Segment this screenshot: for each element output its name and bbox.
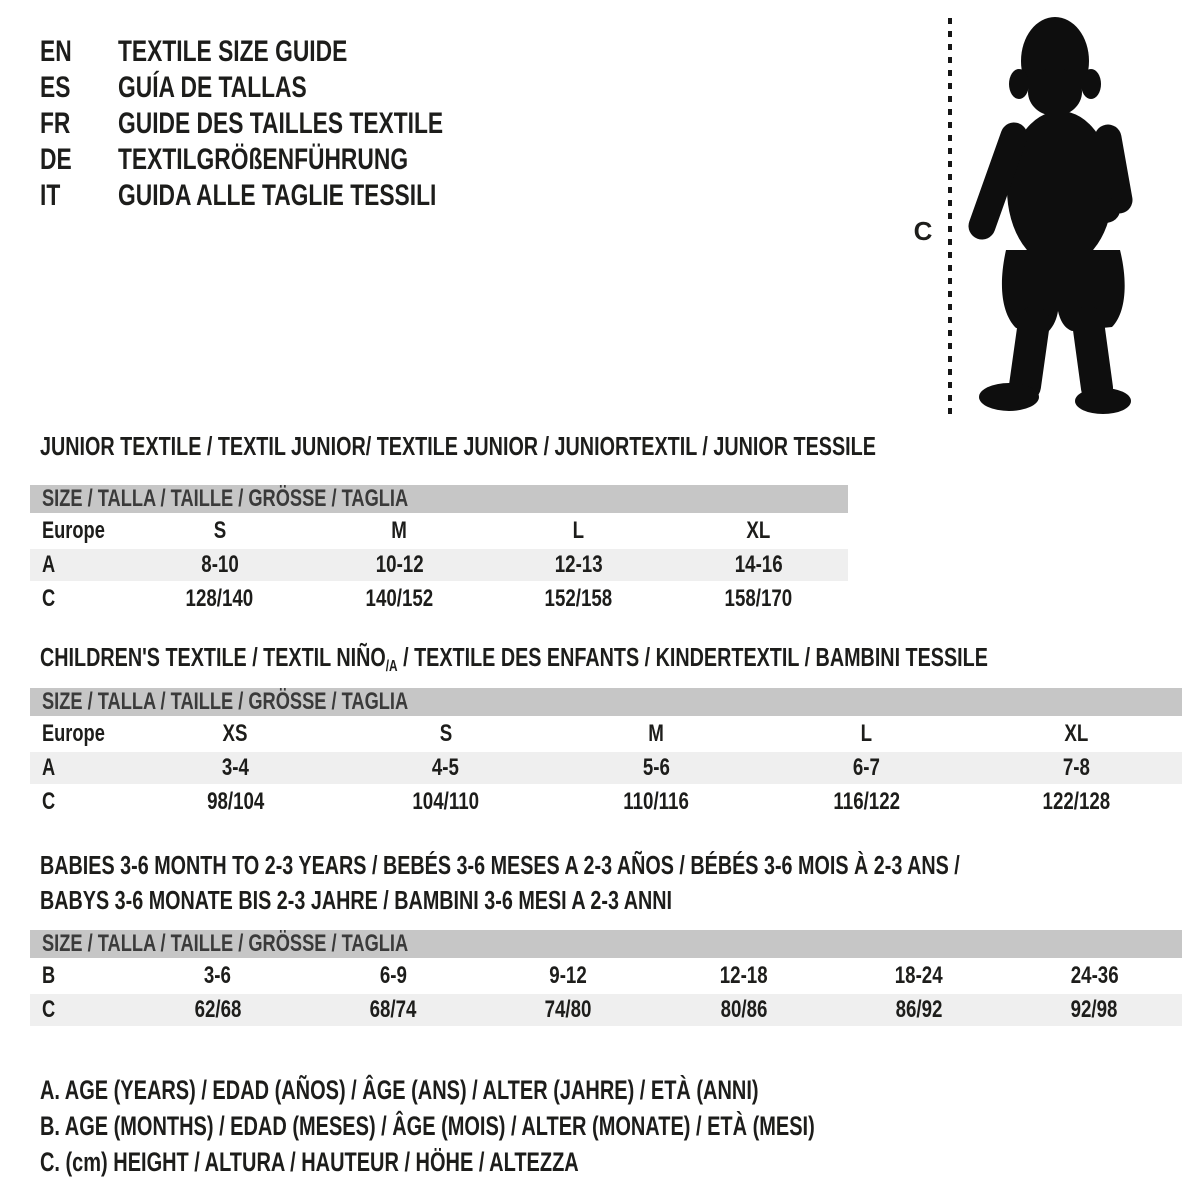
size-cell — [130, 517, 310, 545]
size-cell — [656, 962, 831, 990]
size-cell-text: 3-4 — [221, 754, 249, 781]
size-cell-text: 12-18 — [719, 962, 768, 989]
size-cell — [340, 754, 550, 782]
size-cell-text: 8-10 — [201, 551, 239, 578]
toddler-silhouette-icon — [962, 14, 1142, 419]
size-cell-text: 6-7 — [852, 754, 880, 781]
size-cell — [489, 551, 669, 579]
language-row — [40, 70, 546, 106]
table-row-height — [30, 994, 1182, 1026]
row-label-text: C — [42, 788, 56, 815]
legend-line-b — [40, 1108, 1087, 1144]
size-cell — [130, 551, 310, 579]
table-row-age — [30, 549, 848, 581]
size-cell — [669, 551, 849, 579]
babies-textile-section — [30, 848, 1182, 1026]
size-cell — [130, 996, 305, 1024]
children-textile-section — [30, 642, 1182, 818]
size-cell-text: 110/116 — [623, 788, 689, 815]
legend-line-c-text: C. (cm) HEIGHT / ALTURA / HAUTEUR / HÖHE / ALTEZZA — [40, 1147, 579, 1177]
language-row — [40, 106, 546, 142]
language-title-block — [40, 34, 546, 214]
size-cell-text: 128/140 — [185, 585, 254, 612]
row-label — [30, 551, 130, 579]
table-row-age — [30, 752, 1182, 784]
size-cell-text: 86/92 — [895, 996, 943, 1023]
size-cell — [669, 585, 849, 613]
size-cell-text: M — [391, 517, 408, 544]
size-cell-text: 6-9 — [379, 962, 407, 989]
size-cell — [761, 720, 971, 748]
size-header-text: SIZE / TALLA / TAILLE / GRÖSSE / TAGLIA — [42, 930, 409, 957]
language-row — [40, 142, 546, 178]
size-cell-text: 12-13 — [554, 551, 603, 578]
size-cell-text: 74/80 — [544, 996, 592, 1023]
table-row-height — [30, 786, 1182, 818]
language-code: FR — [40, 107, 71, 140]
size-cell-text: 62/68 — [194, 996, 242, 1023]
size-cell-text: L — [573, 517, 585, 544]
row-label — [30, 517, 130, 545]
size-cell — [972, 788, 1182, 816]
junior-section-title-text: JUNIOR TEXTILE / TEXTIL JUNIOR/ TEXTILE JUNIOR / JUNIORTEXTIL / JUNIOR TESSILE — [40, 431, 876, 461]
size-cell-text: S — [439, 720, 452, 747]
size-cell — [489, 517, 669, 545]
size-cell-text: 116/122 — [833, 788, 900, 815]
size-cell-text: 80/86 — [720, 996, 768, 1023]
size-cell-text: 68/74 — [369, 996, 417, 1023]
size-cell — [130, 585, 310, 613]
size-cell — [972, 754, 1182, 782]
junior-textile-section — [30, 431, 876, 615]
size-cell-text: 104/110 — [412, 788, 479, 815]
measurement-legend — [40, 1072, 1087, 1180]
row-label — [30, 996, 130, 1024]
row-label — [30, 585, 130, 613]
size-cell — [831, 962, 1006, 990]
language-code: DE — [40, 143, 72, 176]
guide-title-en: TEXTILE SIZE GUIDE — [118, 35, 348, 68]
size-cell — [305, 962, 480, 990]
size-cell — [130, 720, 340, 748]
size-cell-text: 5-6 — [642, 754, 670, 781]
size-cell-text: 152/158 — [544, 585, 613, 612]
measure-label-c: C — [913, 216, 933, 246]
size-cell-text: 18-24 — [895, 962, 943, 989]
table-row-months — [30, 960, 1182, 992]
guide-title-es: GUÍA DE TALLAS — [118, 71, 307, 104]
size-header-text: SIZE / TALLA / TAILLE / GRÖSSE / TAGLIA — [42, 485, 409, 512]
size-cell-text: 4-5 — [432, 754, 460, 781]
size-cell — [305, 996, 480, 1024]
size-header-band — [30, 930, 1182, 958]
size-cell — [656, 996, 831, 1024]
size-cell — [551, 720, 761, 748]
size-cell — [481, 996, 656, 1024]
size-cell-text: 158/170 — [724, 585, 793, 612]
size-cell — [340, 788, 550, 816]
row-label — [30, 788, 130, 816]
size-header-text: SIZE / TALLA / TAILLE / GRÖSSE / TAGLIA — [42, 688, 409, 715]
size-cell — [340, 720, 550, 748]
guide-title-fr: GUIDE DES TAILLES TEXTILE — [118, 107, 444, 140]
guide-title-it: GUIDA ALLE TAGLIE TESSILI — [118, 179, 437, 212]
language-code: ES — [40, 71, 71, 104]
size-cell — [489, 585, 669, 613]
legend-line-c — [40, 1144, 1087, 1180]
table-row-europe — [30, 515, 848, 547]
legend-line-a-text: A. AGE (YEARS) / EDAD (AÑOS) / ÂGE (ANS) / ALTER (JAHRE) / ETÀ (ANNI) — [40, 1075, 759, 1105]
row-label-text: B — [42, 962, 56, 989]
legend-line-b-text: B. AGE (MONTHS) / EDAD (MESES) / ÂGE (MOIS) / ALTER (MONATE) / ETÀ (MESI) — [40, 1111, 815, 1141]
size-cell-text: M — [648, 720, 664, 747]
row-label-text: A — [42, 551, 56, 578]
size-cell-text: 9-12 — [549, 962, 588, 989]
size-cell — [130, 788, 340, 816]
size-cell-text: 14-16 — [734, 551, 783, 578]
children-section-title-text: CHILDREN'S TEXTILE / TEXTIL NIÑO/A / TEXTILE DES ENFANTS / KINDERTEXTIL / BAMBINI TESSILE — [40, 642, 988, 675]
table-row-europe — [30, 718, 1182, 750]
size-cell-text: XL — [1064, 720, 1089, 747]
table-row-height — [30, 583, 848, 615]
size-cell — [130, 962, 305, 990]
babies-section-title — [30, 848, 1182, 918]
row-label-text: C — [42, 996, 56, 1023]
row-label-text: Europe — [42, 517, 105, 544]
size-cell-text: 10-12 — [375, 551, 424, 578]
size-cell-text: 7-8 — [1063, 754, 1091, 781]
size-cell — [831, 996, 1006, 1024]
size-cell-text: L — [860, 720, 873, 747]
size-cell — [761, 754, 971, 782]
size-cell-text: 122/128 — [1042, 788, 1111, 815]
language-row — [40, 178, 546, 214]
size-cell-text: 140/152 — [365, 585, 434, 612]
size-cell — [1007, 962, 1182, 990]
row-label-text: Europe — [42, 720, 105, 747]
language-row — [40, 34, 546, 70]
size-cell — [310, 551, 490, 579]
size-cell — [551, 788, 761, 816]
size-cell-text: 92/98 — [1070, 996, 1118, 1023]
row-label — [30, 962, 130, 990]
language-code: EN — [40, 35, 72, 68]
size-cell — [551, 754, 761, 782]
size-cell-text: 24-36 — [1070, 962, 1119, 989]
height-measure-dashed-line — [948, 18, 952, 415]
guide-title-de: TEXTILGRÖßENFÜHRUNG — [118, 143, 409, 176]
babies-title-line1: BABIES 3-6 MONTH TO 2-3 YEARS / BEBÉS 3-6 MESES A 2-3 AÑOS / BÉBÉS 3-6 MOIS À 2-3 ANS / — [40, 850, 960, 880]
children-section-title — [30, 642, 1182, 675]
size-cell-text: 3-6 — [204, 962, 232, 989]
size-cell — [669, 517, 849, 545]
size-cell — [130, 754, 340, 782]
row-label — [30, 754, 130, 782]
size-cell-text: XL — [746, 517, 771, 544]
legend-line-a — [40, 1072, 1087, 1108]
junior-section-title — [30, 431, 876, 461]
size-header-band — [30, 485, 848, 513]
row-label — [30, 720, 130, 748]
size-cell — [972, 720, 1182, 748]
size-header-band — [30, 688, 1182, 716]
size-cell — [761, 788, 971, 816]
language-code: IT — [40, 179, 61, 212]
size-cell-text: 98/104 — [206, 788, 264, 815]
row-label-text: A — [42, 754, 56, 781]
row-label-text: C — [42, 585, 56, 612]
size-cell-text: XS — [222, 720, 248, 747]
size-cell — [310, 585, 490, 613]
size-cell — [1007, 996, 1182, 1024]
size-cell-text: S — [213, 517, 226, 544]
size-cell — [481, 962, 656, 990]
nino-a-subscript: /A — [385, 658, 398, 675]
babies-title-line2: BABYS 3-6 MONATE BIS 2-3 JAHRE / BAMBINI 3-6 MESI A 2-3 ANNI — [40, 885, 673, 915]
size-cell — [310, 517, 490, 545]
